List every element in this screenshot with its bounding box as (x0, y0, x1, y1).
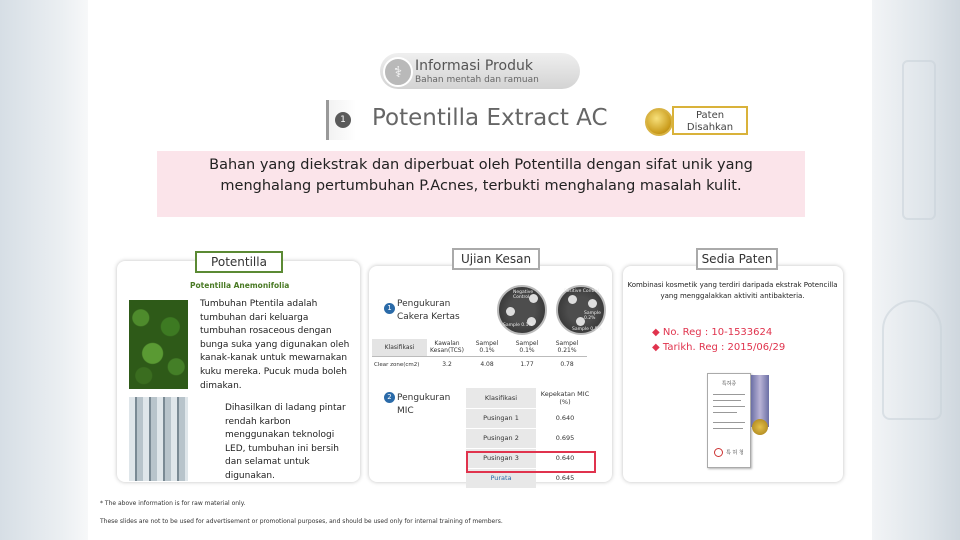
dish-label: Sample 0.2% (584, 311, 601, 321)
dish-label: Negative Control (513, 290, 534, 300)
patent-ready-label: Sedia Paten (696, 248, 778, 270)
average-value: 0.645 (536, 468, 594, 488)
footer-disclaimer: These slides are not to be used for advertisement or promotional purposes, and should be used only for internal training of members. (100, 518, 503, 525)
mic-table (466, 388, 594, 489)
table-header: Sampel 0.21% (547, 339, 587, 356)
summary-banner (157, 151, 805, 217)
certificate-footer: 특 허 청 (726, 450, 744, 456)
gold-medal-icon (645, 108, 673, 136)
table-header: Sampel 0.1% (507, 339, 547, 356)
method-1-label: Pengukuran Cakera Kertas (397, 299, 460, 322)
table-cell: Pusingan 2 (466, 428, 536, 448)
smart-farm-photo (129, 397, 188, 481)
average-label: Purata (466, 468, 536, 488)
method-1-number: 1 (384, 303, 395, 314)
table-header: Kawalan Kesan(TCS) (427, 339, 467, 356)
table-cell: 0.640 (536, 448, 594, 468)
petri-dish-1 (497, 285, 547, 335)
table-cell: 0.78 (560, 361, 574, 369)
pill-title: Informasi Produk (415, 58, 533, 74)
certificate-line (713, 406, 745, 407)
patent-badge-line2: Disahkan (686, 122, 734, 133)
patent-details (652, 325, 785, 355)
table-cell: Pusingan 3 (466, 448, 536, 468)
certificate-line (713, 412, 737, 413)
disc-spot (588, 299, 597, 308)
potentilla-label: Potentilla (195, 251, 283, 273)
species-name: Potentilla Anemonifolia (190, 281, 290, 290)
ribbon-medal-icon (751, 375, 769, 427)
dish-label: Sample 0.1% (503, 323, 533, 328)
patent-description: Kombinasi kosmetik yang terdiri daripada ekstrak Potencilla yang menggalakkan aktiviti antibakteria. (627, 281, 838, 300)
table-header: Kepekatan MIC (%) (536, 388, 594, 408)
method-2-number: 2 (384, 392, 395, 403)
table-header: Klasifikasi (466, 388, 536, 408)
table-cell: 4.08 (480, 361, 494, 369)
left-lab-background (0, 0, 88, 540)
disc-test-table (372, 339, 587, 373)
banner-line-2: menghalang pertumbuhan P.Acnes, terbukti menghalang masalah kulit. (220, 178, 742, 194)
certificate-line (713, 422, 745, 423)
flask-icon: ⚕ (383, 57, 413, 87)
banner-line-1: Bahan yang diekstrak dan diperbuat oleh Potentilla dengan sifat unik yang (209, 157, 753, 173)
plant-photo (129, 300, 188, 389)
flask-decoration (902, 60, 936, 220)
registration-number: ◆ No. Reg : 10-1533624 (652, 327, 773, 338)
pill-subtitle: Bahan mentah dan ramuan (415, 75, 539, 85)
registration-date: ◆ Tarikh. Reg : 2015/06/29 (652, 342, 786, 353)
dish-label: Positive Control (564, 289, 600, 294)
table-cell: 0.640 (536, 408, 594, 428)
disc-spot (568, 295, 577, 304)
table-header: Sampel 0.1% (467, 339, 507, 356)
table-cell: 0.695 (536, 428, 594, 448)
step-number: 1 (335, 112, 351, 128)
disc-spot (506, 307, 515, 316)
patent-badge (672, 106, 748, 135)
efficacy-test-label: Ujian Kesan (452, 248, 540, 270)
method-2-label: Pengukuran MIC (397, 393, 451, 416)
dish-label: Sample 0.5% (572, 327, 602, 332)
petri-dish-2 (556, 285, 606, 335)
table-cell: 3.2 (442, 361, 452, 369)
right-lab-background (872, 0, 960, 540)
table-header: Klasifikasi (372, 339, 427, 356)
patent-certificate (707, 373, 751, 468)
farm-description: Dihasilkan di ladang pintar rendah karbon menggunakan teknologi LED, tumbuhan ini bersih dan selamat untuk digunakan. (225, 403, 346, 481)
patent-badge-line1: Paten (695, 110, 725, 121)
certificate-line (713, 428, 743, 429)
footer-note: * The above information is for raw material only. (100, 500, 246, 507)
flask-decoration (882, 300, 942, 420)
table-row-label: Clear zone(cm2) (374, 361, 420, 368)
table-cell: 1.77 (520, 361, 534, 369)
average-highlight-box (466, 451, 596, 473)
plant-description: Tumbuhan Ptentila adalah tumbuhan dari keluarga tumbuhan rosaceous dengan bunga suka yang digunakan oleh kanak-kanak untuk mewarnakan kuku mereka. Pucuk muda boleh dimakan. (200, 299, 350, 391)
certificate-title: 특허증 (721, 381, 737, 387)
certificate-seal-icon (714, 448, 723, 457)
table-cell: Pusingan 1 (466, 408, 536, 428)
certificate-line (713, 400, 741, 401)
page-title: Potentilla Extract AC (372, 105, 608, 131)
certificate-line (713, 394, 745, 395)
